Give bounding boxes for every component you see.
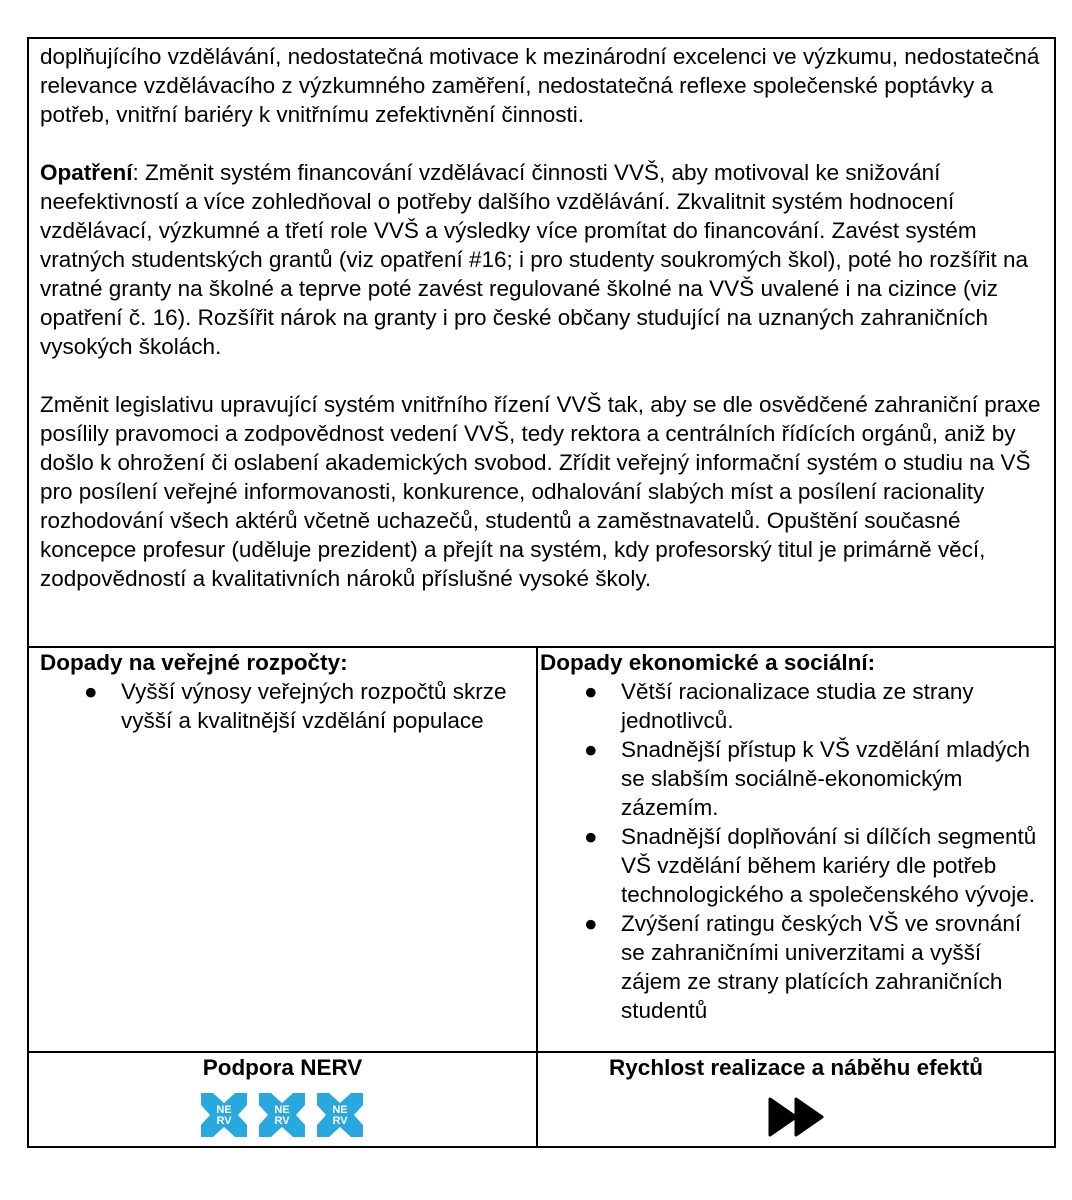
- nerv-logo-text: RV: [332, 1115, 348, 1127]
- list-item: [540, 822, 1044, 909]
- paragraph-problems: doplňujícího vzdělávání, nedostatečná motivace k mezinárodní excelenci ve výzkumu, nedostatečná relevance vzdělávacího z výzkumného zaměření, nedostatečná reflexe společenské poptávky a potřeb, vnitřní bariéry k vnitřnímu zefektivnění činnosti.: [40, 44, 1040, 127]
- nerv-logo-text: NE: [274, 1104, 290, 1116]
- policy-table: [27, 37, 1056, 1148]
- nerv-support-cell: [29, 1053, 536, 1146]
- list-item-text: Zvýšení ratingu českých VŠ ve srovnání se zahraničními univerzitami a vyšší zájem ze strany platících zahraničních studentů: [621, 911, 1022, 1023]
- list-item-text: Snadnější přístup k VŠ vzdělání mladých se slabším sociálně-ekonomickým zázemím.: [621, 737, 1030, 820]
- speed-cell: [538, 1053, 1054, 1146]
- economic-impact-cell: [538, 648, 1054, 1051]
- economic-impact-list: [540, 677, 1044, 1025]
- list-item: [40, 677, 526, 735]
- budget-impact-list: [40, 677, 526, 735]
- paragraph-governance: Změnit legislativu upravující systém vnitřního řízení VVŠ tak, aby se dle osvědčené zahraniční praxe posílily pravomoci a zodpovědnost vedení VVŠ, tedy rektora a centrálních řídících orgánů, aniž by došlo k ohrožení či oslabení akademických svobod. Zřídit veřejný informační systém o studiu na VŠ pro posílení veřejné informovanosti, konkurence, odhalování slabých míst a posílení racionality rozhodování všech aktérů včetně uchazečů, studentů a zaměstnavatelů. Opuštění současné koncepce profesur (uděluje prezident) a přejít na systém, kdy profesorský titul je primárně věcí, zodpovědností a kvalitativních nároků příslušné vysoké školy.: [40, 392, 1041, 591]
- nerv-support-heading: Podpora NERV: [202, 1055, 363, 1080]
- nerv-logo-icon: [257, 1091, 307, 1139]
- measures-label: Opatření: [40, 160, 133, 185]
- nerv-logo-text: NE: [216, 1104, 232, 1116]
- fast-forward-icon: [768, 1097, 826, 1137]
- bullet-icon: ●: [584, 679, 598, 704]
- nerv-logo-text: RV: [274, 1115, 290, 1127]
- list-item: [540, 909, 1044, 1025]
- economic-impact-heading: Dopady ekonomické a sociální:: [540, 650, 876, 675]
- list-item-text: Větší racionalizace studia ze strany jednotlivců.: [621, 679, 974, 733]
- list-item-text: Vyšší výnosy veřejných rozpočtů skrze vyšší a kvalitnější vzdělání populace: [121, 679, 507, 733]
- list-item: [540, 677, 1044, 735]
- description-cell: [29, 39, 1054, 646]
- measures-text: : Změnit systém financování vzdělávací činnosti VVŠ, aby motivoval ke snižování neefektivností a více zohledňoval o potřeby dalšího vzdělávání. Zkvalitnit systém hodnocení vzdělávací, výzkumné a třetí role VVŠ a výsledky více promítat do financování. Zavést systém vratných studentských grantů (viz opatření #16; i pro studenty soukromých škol), poté ho rozšířit na vratné granty na školné a teprve poté zavést regulované školné na VVŠ uvalené i na cizince (viz opatření č. 16). Rozšířit nárok na granty i pro české občany studující na uznaných zahraničních vysokých školách.: [40, 160, 1028, 359]
- nerv-logo-row: [199, 1091, 369, 1139]
- nerv-logo-icon: [315, 1091, 365, 1139]
- bullet-icon: ●: [584, 824, 598, 849]
- paragraph-measures: [40, 158, 1044, 361]
- budget-impact-heading: Dopady na veřejné rozpočty:: [40, 650, 348, 675]
- speed-heading: Rychlost realizace a náběhu efektů: [609, 1055, 983, 1080]
- bullet-icon: ●: [84, 679, 98, 704]
- nerv-logo-text: RV: [216, 1115, 232, 1127]
- bullet-icon: ●: [584, 737, 598, 762]
- bullet-icon: ●: [584, 911, 598, 936]
- nerv-logo-icon: [199, 1091, 249, 1139]
- budget-impact-cell: [29, 648, 536, 1051]
- list-item-text: Snadnější doplňování si dílčích segmentů VŠ vzdělání během kariéry dle potřeb technologického a společenského vývoje.: [621, 824, 1037, 907]
- list-item: [540, 735, 1044, 822]
- nerv-logo-text: NE: [332, 1104, 348, 1116]
